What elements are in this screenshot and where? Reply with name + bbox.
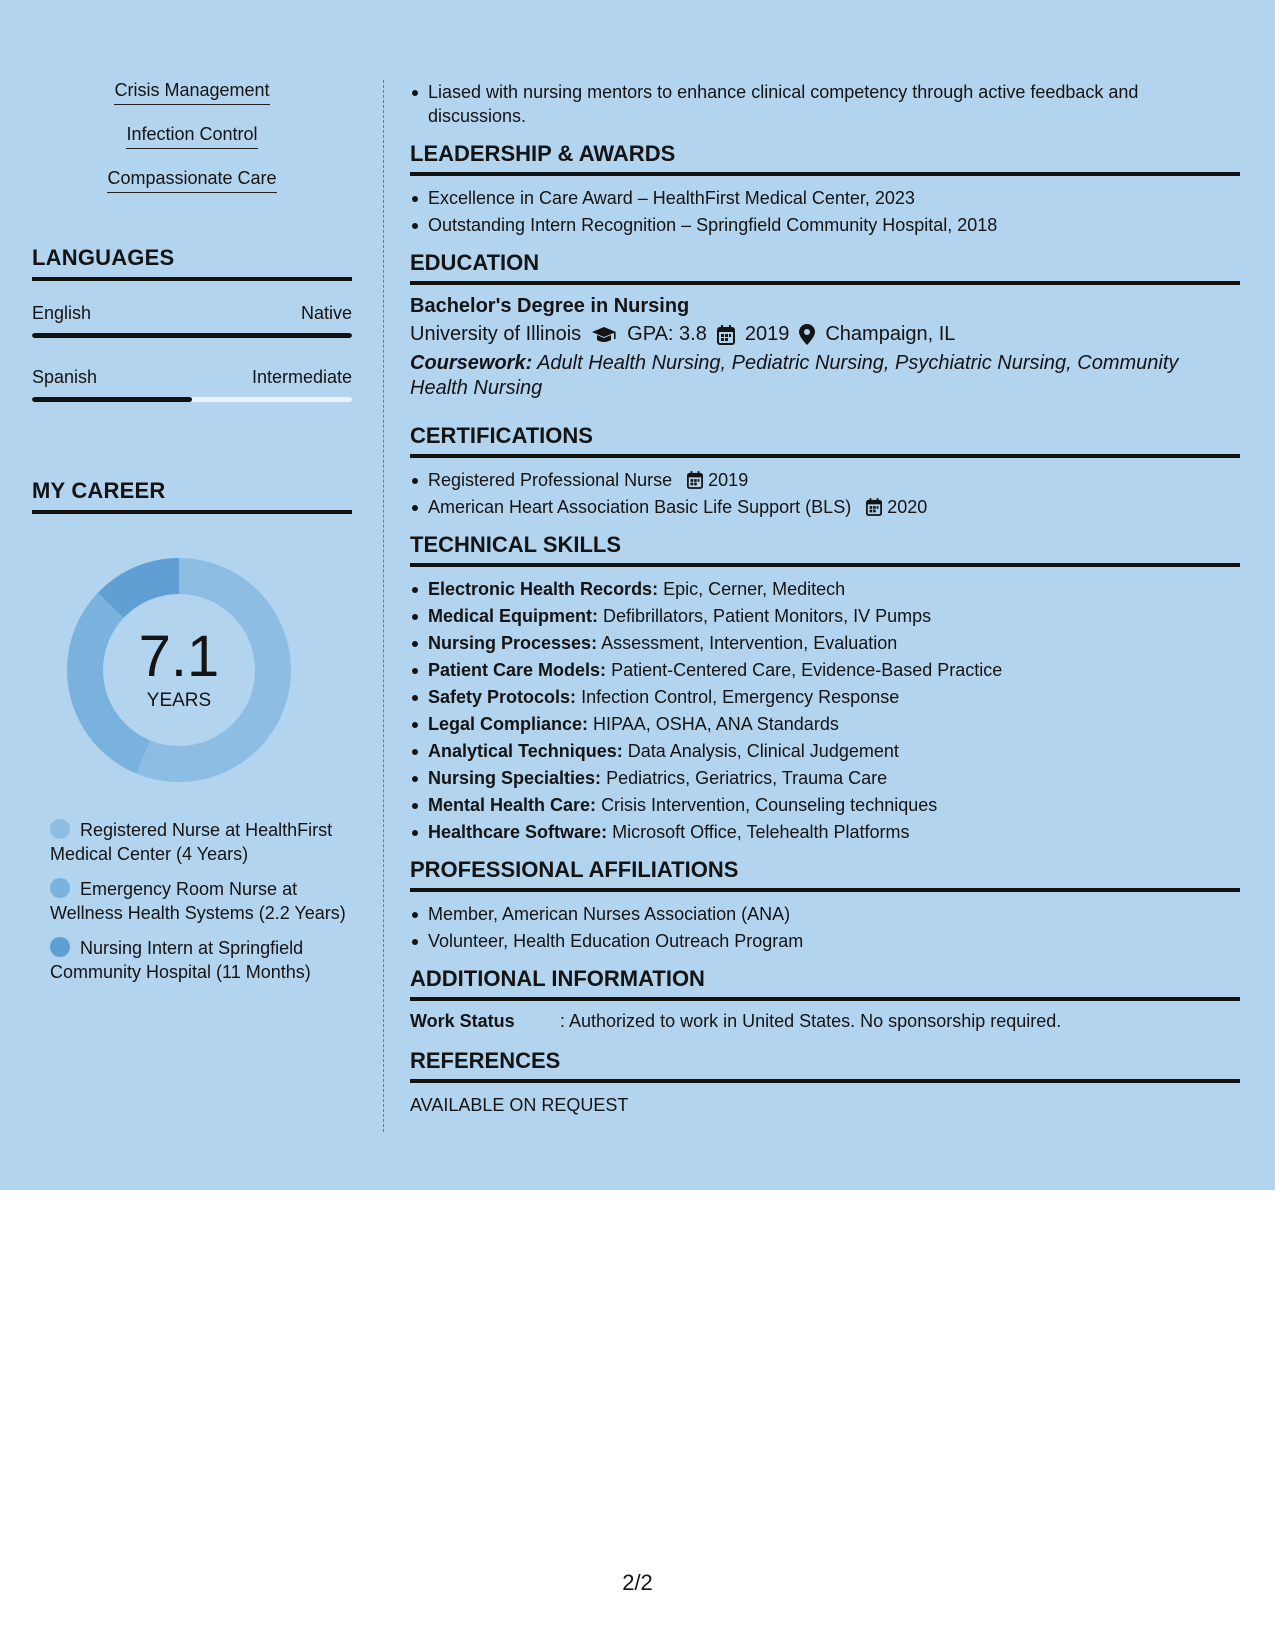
language-level: Intermediate xyxy=(251,367,352,387)
certifications-heading: CERTIFICATIONS xyxy=(410,423,1240,458)
technical-skill-label: Mental Health Care: xyxy=(428,795,597,815)
work-status-label: Work Status xyxy=(410,1011,515,1031)
leadership-heading: LEADERSHIP & AWARDS xyxy=(410,141,1240,176)
technical-skill-item xyxy=(410,739,1240,763)
career-legend-item xyxy=(32,818,352,866)
career-legend xyxy=(32,818,352,984)
education-school: University of Illinois xyxy=(410,323,582,345)
career-total-unit: YEARS xyxy=(146,690,212,711)
career-legend-label: Emergency Room Nurse at Wellness Health Systems (2.2 Years) xyxy=(50,879,346,923)
technical-skill-value: Defibrillators, Patient Monitors, IV Pumps xyxy=(603,606,932,626)
calendar-icon xyxy=(866,497,887,517)
additional-info-heading: ADDITIONAL INFORMATION xyxy=(410,966,1240,1001)
technical-skill-label: Healthcare Software: xyxy=(428,822,608,842)
location-pin-icon xyxy=(799,324,815,345)
certification-name: American Heart Association Basic Life Support (BLS) xyxy=(428,497,852,517)
education-coursework xyxy=(410,351,1240,401)
work-status-row xyxy=(410,1011,1240,1032)
certification-item xyxy=(410,495,1240,519)
language-bar xyxy=(32,397,352,402)
language-name: English xyxy=(32,303,92,323)
skill-tags xyxy=(32,80,352,212)
coursework-label: Coursework: xyxy=(410,352,533,374)
career-donut-chart xyxy=(65,556,293,784)
legend-dot-icon xyxy=(50,937,70,957)
left-column xyxy=(32,80,352,995)
certifications-list xyxy=(410,468,1240,519)
certification-name: Registered Professional Nurse xyxy=(428,470,673,490)
technical-skill-label: Patient Care Models: xyxy=(428,660,607,680)
column-divider xyxy=(383,80,384,1132)
career-legend-label: Registered Nurse at HealthFirst Medical Center (4 Years) xyxy=(50,820,333,864)
technical-skill-item xyxy=(410,685,1240,709)
education-entry xyxy=(410,295,1240,401)
technical-skill-item xyxy=(410,766,1240,790)
work-status-value: : Authorized to work in United States. No sponsorship required. xyxy=(560,1011,1062,1031)
career-legend-label: Nursing Intern at Springfield Community Hospital (11 Months) xyxy=(50,938,311,982)
affiliations-list xyxy=(410,902,1240,953)
career-total-value: 7.1 xyxy=(138,624,220,689)
technical-skill-label: Legal Compliance: xyxy=(428,714,589,734)
affiliations-heading: PROFESSIONAL AFFILIATIONS xyxy=(410,857,1240,892)
calendar-icon xyxy=(717,325,735,345)
affiliation-item: Volunteer, Health Education Outreach Program xyxy=(410,929,1240,953)
technical-skill-value: HIPAA, OSHA, ANA Standards xyxy=(593,714,839,734)
experience-bullets xyxy=(410,80,1240,128)
skill-tag: Crisis Management xyxy=(114,80,269,105)
languages-heading: LANGUAGES xyxy=(32,245,352,281)
calendar-icon xyxy=(687,470,708,490)
references-heading: REFERENCES xyxy=(410,1048,1240,1083)
affiliation-item: Member, American Nurses Association (ANA) xyxy=(410,902,1240,926)
education-location: Champaign, IL xyxy=(825,323,956,345)
technical-skill-label: Safety Protocols: xyxy=(428,687,577,707)
references-text: AVAILABLE ON REQUEST xyxy=(410,1095,629,1115)
certification-item xyxy=(410,468,1240,492)
leadership-list xyxy=(410,186,1240,237)
technical-skill-label: Medical Equipment: xyxy=(428,606,599,626)
technical-skill-item xyxy=(410,631,1240,655)
technical-skill-value: Crisis Intervention, Counseling techniques xyxy=(601,795,938,815)
skill-tag: Compassionate Care xyxy=(107,168,276,193)
technical-skill-value: Microsoft Office, Telehealth Platforms xyxy=(612,822,910,842)
leadership-item: Excellence in Care Award – HealthFirst Medical Center, 2023 xyxy=(410,186,1240,210)
experience-bullet: Liased with nursing mentors to enhance clinical competency through active feedback and discussions. xyxy=(410,80,1240,128)
language-item xyxy=(32,367,352,402)
technical-skills-list xyxy=(410,577,1240,844)
technical-skill-item xyxy=(410,577,1240,601)
technical-skill-value: Infection Control, Emergency Response xyxy=(581,687,900,707)
technical-skill-value: Epic, Cerner, Meditech xyxy=(663,579,846,599)
certification-year: 2020 xyxy=(887,497,928,517)
technical-skill-item xyxy=(410,820,1240,844)
education-heading: EDUCATION xyxy=(410,250,1240,285)
technical-skill-item xyxy=(410,604,1240,628)
graduation-cap-icon xyxy=(591,325,617,345)
language-bar-fill xyxy=(32,333,352,338)
language-level: Native xyxy=(300,303,352,323)
technical-skill-label: Analytical Techniques: xyxy=(428,741,623,761)
technical-skill-value: Patient-Centered Care, Evidence-Based Practice xyxy=(611,660,1003,680)
language-name: Spanish xyxy=(32,367,98,387)
education-degree: Bachelor's Degree in Nursing xyxy=(410,295,690,317)
legend-dot-icon xyxy=(50,819,70,839)
technical-skill-value: Pediatrics, Geriatrics, Trauma Care xyxy=(606,768,888,788)
leadership-item: Outstanding Intern Recognition – Springfield Community Hospital, 2018 xyxy=(410,213,1240,237)
technical-skill-value: Data Analysis, Clinical Judgement xyxy=(627,741,899,761)
career-legend-item xyxy=(32,877,352,925)
technical-skill-item xyxy=(410,658,1240,682)
technical-skills-heading: TECHNICAL SKILLS xyxy=(410,532,1240,567)
career-heading: MY CAREER xyxy=(32,478,352,514)
education-meta xyxy=(410,323,1240,346)
right-column xyxy=(410,80,1240,1116)
coursework-value: Adult Health Nursing, Pediatric Nursing, Psychiatric Nursing, Community Health Nursing xyxy=(410,352,1179,399)
technical-skill-value: Assessment, Intervention, Evaluation xyxy=(601,633,898,653)
certification-year: 2019 xyxy=(708,470,749,490)
page-number: 2/2 xyxy=(622,1570,653,1595)
technical-skill-item xyxy=(410,712,1240,736)
language-bar-fill xyxy=(32,397,192,402)
education-year: 2019 xyxy=(744,323,790,345)
technical-skill-label: Nursing Specialties: xyxy=(428,768,602,788)
language-bar xyxy=(32,333,352,338)
career-legend-item xyxy=(32,936,352,984)
technical-skill-label: Electronic Health Records: xyxy=(428,579,659,599)
legend-dot-icon xyxy=(50,878,70,898)
technical-skill-label: Nursing Processes: xyxy=(428,633,598,653)
skill-tag: Infection Control xyxy=(126,124,257,149)
technical-skill-item xyxy=(410,793,1240,817)
language-item xyxy=(32,303,352,338)
education-gpa: GPA: 3.8 xyxy=(627,323,707,345)
